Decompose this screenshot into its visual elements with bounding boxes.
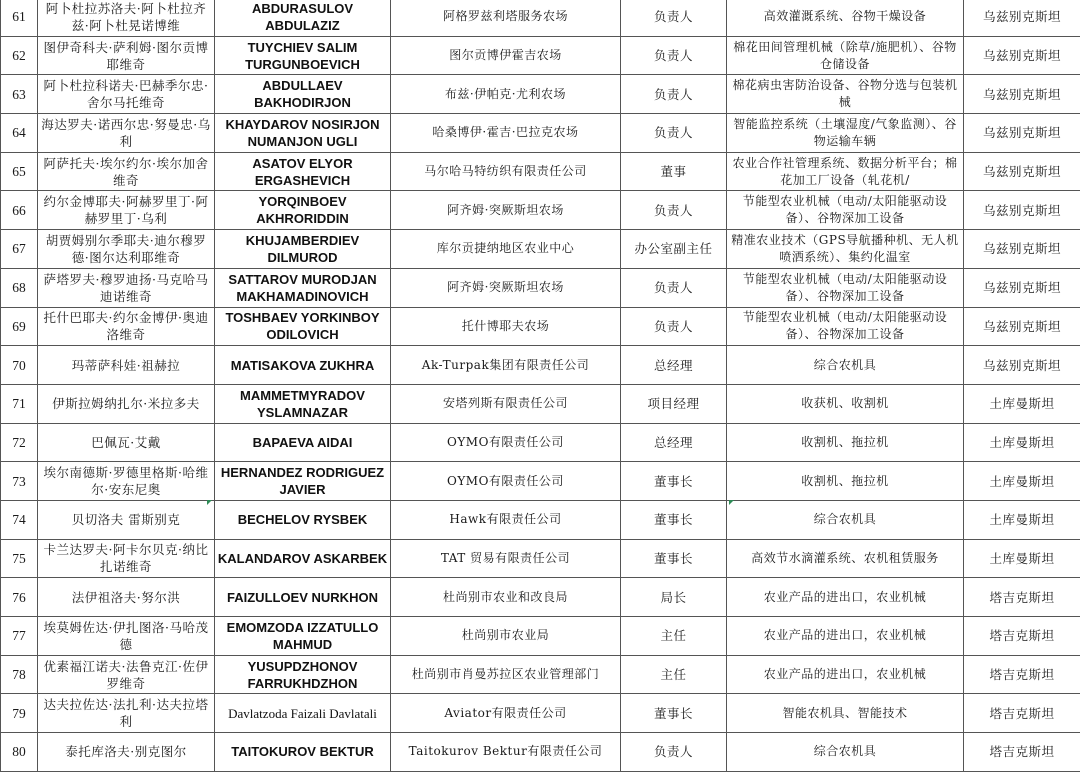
cell-country: 乌兹别克斯坦 [964,114,1080,153]
cell-english-name: KALANDAROV ASKARBEK [215,539,391,578]
cell-number: 74 [1,500,38,539]
cell-number: 77 [1,617,38,656]
cell-number: 71 [1,384,38,423]
cell-business: 收割机、拖拉机 [727,423,964,462]
cell-number: 62 [1,36,38,75]
cell-country: 塔吉克斯坦 [964,655,1080,694]
cell-country: 土库曼斯坦 [964,462,1080,501]
cell-organization: Ak-Turpak集团有限责任公司 [391,346,621,385]
cell-position: 负责人 [621,307,727,346]
cell-number: 76 [1,578,38,617]
cell-country: 土库曼斯坦 [964,423,1080,462]
cell-english-name: ABDURASULOV ABDULAZIZ [215,0,391,36]
cell-country: 塔吉克斯坦 [964,617,1080,656]
table-row [1,578,1080,617]
cell-position: 负责人 [621,191,727,230]
cell-english-name: TAITOKUROV BEKTUR [215,733,391,772]
cell-organization: OYMO有限责任公司 [391,462,621,501]
cell-chinese-name: 约尔金博耶夫·阿赫罗里丁·阿赫罗里丁·乌利 [38,191,215,230]
cell-chinese-name: 优素福江诺夫·法鲁克江·佐伊罗维奇 [38,655,215,694]
cell-organization: 杜尚别市农业和改良局 [391,578,621,617]
cell-country: 塔吉克斯坦 [964,578,1080,617]
cell-english-name: MAMMETMYRADOV YSLAMNAZAR [215,384,391,423]
table-row [1,75,1080,114]
cell-country: 乌兹别克斯坦 [964,36,1080,75]
table-row [1,230,1080,269]
cell-chinese-name: 法伊祖洛夫·努尔洪 [38,578,215,617]
cell-business: 棉花病虫害防治设备、谷物分选与包装机械 [727,75,964,114]
comment-marker [729,500,734,505]
cell-organization: 阿齐姆·突厥斯坦农场 [391,191,621,230]
cell-chinese-name: 埃莫姆佐达·伊扎图洛·马哈茂德 [38,617,215,656]
cell-position: 主任 [621,617,727,656]
cell-number: 78 [1,655,38,694]
cell-english-name: KHAYDAROV NOSIRJON NUMANJON UGLI [215,114,391,153]
table-body [1,0,1080,771]
cell-english-name: BECHELOV RYSBEK [215,500,391,539]
cell-position: 负责人 [621,0,727,36]
cell-position: 负责人 [621,733,727,772]
cell-chinese-name: 贝切洛夫 雷斯别克 [38,500,215,539]
cell-organization: 阿齐姆·突厥斯坦农场 [391,268,621,307]
cell-number: 69 [1,307,38,346]
cell-english-name: YUSUPDZHONOV FARRUKHDZHON [215,655,391,694]
cell-country: 土库曼斯坦 [964,539,1080,578]
cell-organization: TAT 贸易有限责任公司 [391,539,621,578]
cell-position: 董事长 [621,694,727,733]
cell-english-name: YORQINBOEV AKHRORIDDIN [215,191,391,230]
table-row [1,0,1080,36]
cell-chinese-name: 泰托库洛夫·别克图尔 [38,733,215,772]
cell-english-name: EMOMZODA IZZATULLO MAHMUD [215,617,391,656]
cell-position: 主任 [621,655,727,694]
cell-chinese-name: 卡兰达罗夫·阿卡尔贝克·纳比扎诺维奇 [38,539,215,578]
cell-business: 农业产品的进出口，农业机械 [727,578,964,617]
cell-country: 乌兹别克斯坦 [964,307,1080,346]
cell-business: 高效灌溉系统、谷物干燥设备 [727,0,964,36]
cell-number: 67 [1,230,38,269]
cell-number: 73 [1,462,38,501]
cell-english-name: FAIZULLOEV NURKHON [215,578,391,617]
cell-business: 节能型农业机械（电动/太阳能驱动设备）、谷物深加工设备 [727,191,964,230]
cell-position: 局长 [621,578,727,617]
cell-organization: 图尔贡博伊霍吉农场 [391,36,621,75]
table-row [1,733,1080,772]
comment-marker [207,500,212,505]
cell-business: 农业产品的进出口，农业机械 [727,655,964,694]
cell-organization: 库尔贡捷纳地区农业中心 [391,230,621,269]
cell-chinese-name: 伊斯拉姆纳扎尔·米拉多夫 [38,384,215,423]
table-row [1,694,1080,733]
cell-country: 塔吉克斯坦 [964,694,1080,733]
cell-chinese-name: 图伊奇科夫·萨利姆·图尔贡博耶维奇 [38,36,215,75]
table-row [1,268,1080,307]
cell-business: 收割机、拖拉机 [727,462,964,501]
cell-business: 农业合作社管理系统、数据分析平台；棉花加工厂设备（轧花机/ [727,152,964,191]
cell-business: 综合农机具 [727,733,964,772]
cell-number: 66 [1,191,38,230]
cell-number: 70 [1,346,38,385]
cell-business: 节能型农业机械（电动/太阳能驱动设备）、谷物深加工设备 [727,268,964,307]
cell-business: 农业产品的进出口，农业机械 [727,617,964,656]
table-row [1,423,1080,462]
cell-organization: 哈桑博伊·霍吉·巴拉克农场 [391,114,621,153]
cell-business: 综合农机具 [727,500,964,539]
cell-position: 项目经理 [621,384,727,423]
cell-chinese-name: 胡贾姆别尔季耶夫·迪尔穆罗德·图尔达利耶维奇 [38,230,215,269]
cell-chinese-name: 达夫拉佐达·法扎利·达夫拉塔利 [38,694,215,733]
cell-organization: 马尔哈马特纺织有限责任公司 [391,152,621,191]
table-row [1,617,1080,656]
cell-number: 80 [1,733,38,772]
cell-organization: OYMO有限责任公司 [391,423,621,462]
cell-english-name: TOSHBAEV YORKINBOY ODILOVICH [215,307,391,346]
cell-chinese-name: 海达罗夫·诺西尔忠·努曼忠·乌利 [38,114,215,153]
cell-business: 节能型农业机械（电动/太阳能驱动设备）、谷物深加工设备 [727,307,964,346]
cell-chinese-name: 阿萨托夫·埃尔约尔·埃尔加舍维奇 [38,152,215,191]
cell-business: 综合农机具 [727,346,964,385]
cell-organization: Hawk有限责任公司 [391,500,621,539]
cell-organization: 杜尚别市肖曼苏拉区农业管理部门 [391,655,621,694]
cell-english-name: MATISAKOVA ZUKHRA [215,346,391,385]
cell-organization: 托什博耶夫农场 [391,307,621,346]
cell-position: 负责人 [621,75,727,114]
table-row [1,539,1080,578]
cell-english-name: BAPAEVA AIDAI [215,423,391,462]
cell-english-name: KHUJAMBERDIEV DILMUROD [215,230,391,269]
cell-chinese-name: 埃尔南德斯·罗德里格斯·哈维尔·安东尼奥 [38,462,215,501]
cell-position: 负责人 [621,36,727,75]
cell-number: 68 [1,268,38,307]
table-row [1,462,1080,501]
cell-country: 乌兹别克斯坦 [964,346,1080,385]
cell-country: 乌兹别克斯坦 [964,152,1080,191]
table-row [1,152,1080,191]
cell-country: 乌兹别克斯坦 [964,0,1080,36]
cell-chinese-name: 玛蒂萨科娃·祖赫拉 [38,346,215,385]
cell-position: 负责人 [621,268,727,307]
cell-position: 办公室副主任 [621,230,727,269]
cell-country: 乌兹别克斯坦 [964,191,1080,230]
cell-organization: Taitokurov Bektur有限责任公司 [391,733,621,772]
cell-chinese-name: 萨塔罗夫·穆罗迪扬·马克哈马迪诺维奇 [38,268,215,307]
cell-position: 负责人 [621,114,727,153]
cell-organization: 阿格罗兹利塔服务农场 [391,0,621,36]
cell-business: 精准农业技术（GPS导航播种机、无人机喷洒系统）、集约化温室 [727,230,964,269]
cell-chinese-name: 托什巴耶夫·约尔金博伊·奥迪洛维奇 [38,307,215,346]
cell-business: 智能监控系统（土壤湿度/气象监测）、谷物运输车辆 [727,114,964,153]
cell-chinese-name: 巴佩瓦·艾戴 [38,423,215,462]
cell-business: 高效节水滴灌系统、农机租赁服务 [727,539,964,578]
cell-position: 总经理 [621,346,727,385]
cell-chinese-name: 阿卜杜拉科诺夫·巴赫季尔忠·舍尔马托维奇 [38,75,215,114]
cell-organization: 杜尚别市农业局 [391,617,621,656]
table-row [1,384,1080,423]
cell-position: 董事长 [621,500,727,539]
table-row [1,307,1080,346]
cell-number: 79 [1,694,38,733]
cell-country: 乌兹别克斯坦 [964,268,1080,307]
cell-business: 智能农机具、智能技术 [727,694,964,733]
cell-country: 塔吉克斯坦 [964,733,1080,772]
cell-business: 收获机、收割机 [727,384,964,423]
cell-number: 64 [1,114,38,153]
table-row [1,655,1080,694]
cell-country: 乌兹别克斯坦 [964,230,1080,269]
cell-number: 75 [1,539,38,578]
cell-organization: Aviator有限责任公司 [391,694,621,733]
table-row [1,346,1080,385]
cell-organization: 布兹·伊帕克·尤利农场 [391,75,621,114]
cell-number: 61 [1,0,38,36]
table-row [1,36,1080,75]
cell-position: 董事长 [621,539,727,578]
cell-country: 土库曼斯坦 [964,500,1080,539]
cell-english-name: Davlatzoda Faizali Davlatali [215,694,391,733]
cell-english-name: ABDULLAEV BAKHODIRJON [215,75,391,114]
table-row [1,114,1080,153]
cell-position: 董事长 [621,462,727,501]
cell-number: 63 [1,75,38,114]
cell-position: 总经理 [621,423,727,462]
cell-english-name: HERNANDEZ RODRIGUEZ JAVIER [215,462,391,501]
cell-english-name: SATTAROV MURODJAN MAKHAMADINOVICH [215,268,391,307]
cell-chinese-name: 阿卜杜拉苏洛夫·阿卜杜拉齐兹·阿卜杜晃诺博维 [38,0,215,36]
table-row [1,191,1080,230]
cell-country: 土库曼斯坦 [964,384,1080,423]
cell-business: 棉花田间管理机械（除草/施肥机）、谷物仓储设备 [727,36,964,75]
cell-english-name: TUYCHIEV SALIM TURGUNBOEVICH [215,36,391,75]
cell-position: 董事 [621,152,727,191]
cell-organization: 安塔列斯有限责任公司 [391,384,621,423]
cell-number: 65 [1,152,38,191]
cell-english-name: ASATOV ELYOR ERGASHEVICH [215,152,391,191]
cell-number: 72 [1,423,38,462]
cell-country: 乌兹别克斯坦 [964,75,1080,114]
table-row [1,500,1080,539]
